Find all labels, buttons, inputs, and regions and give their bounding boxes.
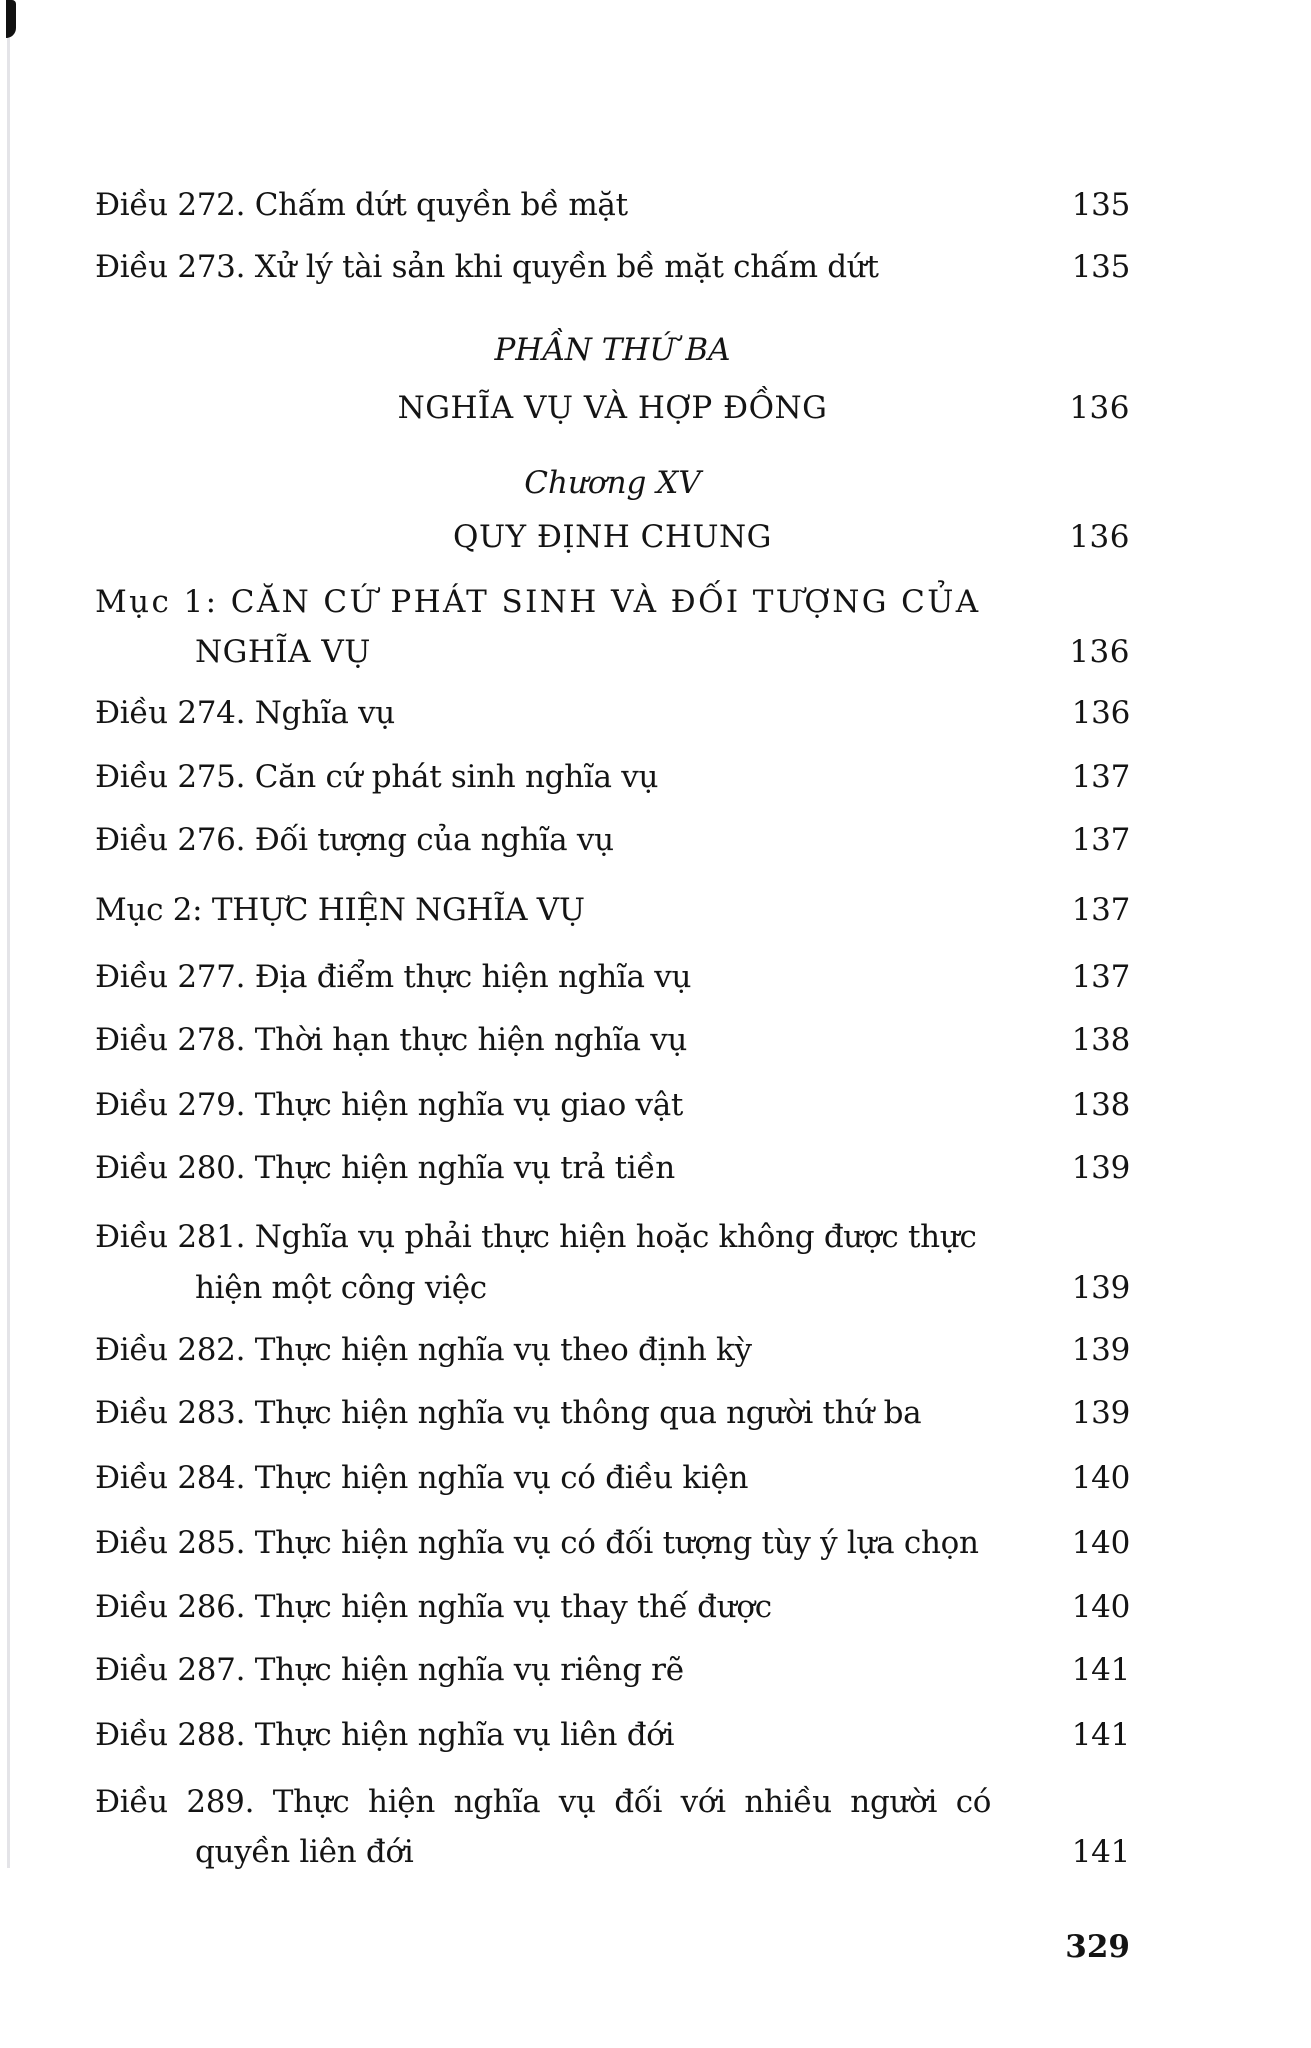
entry-page: 141 — [1071, 1652, 1130, 1688]
entry-label: Điều 280. Thực hiện nghĩa vụ trả tiền — [95, 1150, 675, 1186]
chapter-page: 136 — [1069, 519, 1130, 555]
entry-label: Điều 282. Thực hiện nghĩa vụ theo định kỳ — [95, 1332, 752, 1368]
part-title-row — [95, 388, 1130, 428]
entry-label: Điều 275. Căn cứ phát sinh nghĩa vụ — [95, 759, 659, 795]
entry-page: 137 — [1071, 759, 1130, 795]
entry-label: Điều 285. Thực hiện nghĩa vụ có đối tượng tùy ý lựa chọn — [95, 1525, 979, 1561]
entry-page: 138 — [1071, 1022, 1130, 1058]
part-label — [95, 330, 1130, 370]
chapter-title: QUY ĐỊNH CHUNG — [453, 519, 772, 555]
entry-page: 136 — [1071, 695, 1130, 731]
entry-page: 137 — [1071, 822, 1130, 858]
entry-label: Điều 279. Thực hiện nghĩa vụ giao vật — [95, 1087, 684, 1123]
entry-label: Điều 288. Thực hiện nghĩa vụ liên đới — [95, 1717, 675, 1753]
entry-label: Điều 284. Thực hiện nghĩa vụ có điều kiện — [95, 1460, 749, 1496]
chapter-title-row — [95, 517, 1130, 557]
entry-label: Điều 272. Chấm dứt quyền bề mặt — [95, 187, 628, 223]
entry-label: Điều 289. Thực hiện nghĩa vụ đối với nhiều người có — [95, 1784, 992, 1820]
entry-page: 140 — [1071, 1460, 1130, 1496]
scan-corner-mark — [6, 0, 16, 38]
entry-label: Điều 287. Thực hiện nghĩa vụ riêng rẽ — [95, 1652, 684, 1688]
entry-page: 138 — [1071, 1087, 1130, 1123]
entry-page: 141 — [1071, 1834, 1130, 1870]
entry-label: Điều 273. Xử lý tài sản khi quyền bề mặt chấm dứt — [95, 249, 879, 285]
section-1-line2: NGHĨA VỤ — [195, 634, 371, 670]
entry-page: 139 — [1071, 1395, 1130, 1431]
entry-label: Điều 277. Địa điểm thực hiện nghĩa vụ — [95, 959, 692, 995]
entry-page: 139 — [1071, 1270, 1130, 1306]
entry-page: 135 — [1071, 249, 1130, 285]
entry-page: 140 — [1071, 1589, 1130, 1625]
page-edge — [7, 38, 10, 1868]
entry-label: Điều 283. Thực hiện nghĩa vụ thông qua người thứ ba — [95, 1395, 922, 1431]
chapter-label — [95, 463, 1130, 503]
entry-page: 141 — [1071, 1717, 1130, 1753]
part-title: NGHĨA VỤ VÀ HỢP ĐỒNG — [397, 390, 828, 426]
entry-label: Điều 281. Nghĩa vụ phải thực hiện hoặc không được thực — [95, 1219, 977, 1255]
entry-page: 140 — [1071, 1525, 1130, 1561]
section-1-page: 136 — [1069, 634, 1130, 670]
entry-page: 135 — [1071, 187, 1130, 223]
section-1-line1: Mục 1: CĂN CỨ PHÁT SINH VÀ ĐỐI TƯỢNG CỦA — [95, 584, 981, 620]
entry-label: Điều 286. Thực hiện nghĩa vụ thay thế được — [95, 1589, 772, 1625]
part-page: 136 — [1069, 390, 1130, 426]
page-number: 329 — [1065, 1929, 1130, 1965]
entry-label: Điều 274. Nghĩa vụ — [95, 695, 395, 731]
entry-label-cont: quyền liên đới — [195, 1834, 414, 1870]
entry-label: Điều 276. Đối tượng của nghĩa vụ — [95, 822, 614, 858]
section-2-label: Mục 2: THỰC HIỆN NGHĨA VỤ — [95, 892, 585, 928]
entry-page: 139 — [1071, 1150, 1130, 1186]
entry-page: 139 — [1071, 1332, 1130, 1368]
chapter-label-text: Chương XV — [524, 465, 701, 501]
section-2-page: 137 — [1071, 892, 1130, 928]
entry-label: Điều 278. Thời hạn thực hiện nghĩa vụ — [95, 1022, 688, 1058]
entry-page: 137 — [1071, 959, 1130, 995]
entry-label-cont: hiện một công việc — [195, 1270, 487, 1306]
part-label-text: PHẦN THỨ BA — [494, 332, 731, 368]
